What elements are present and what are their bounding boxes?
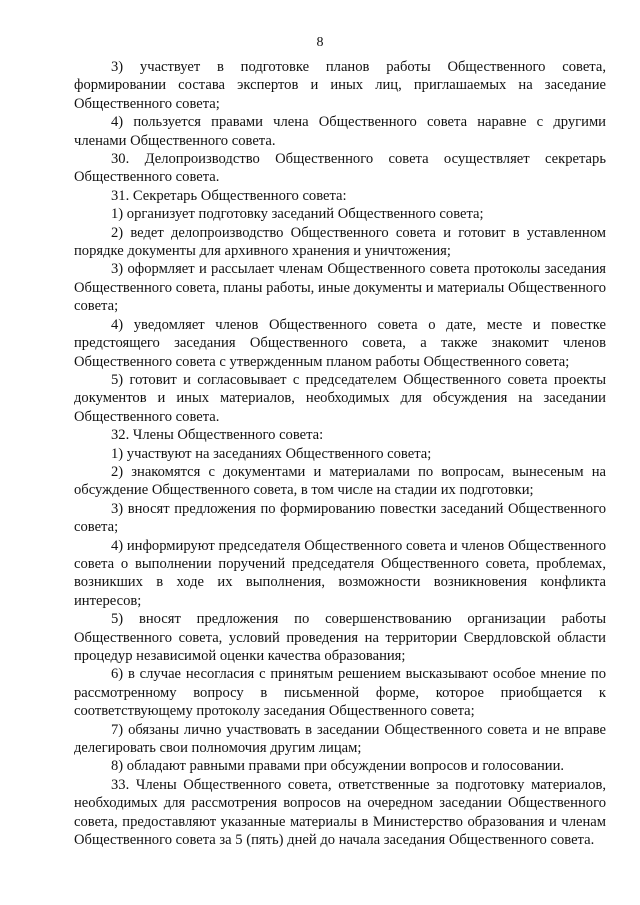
- clause-31-item-1: 1) организует подготовку заседаний Общественного совета;: [111, 206, 484, 223]
- clause-32-item-4: 4) информируют председателя Общественного совета и членов Общественного совета о выполнении поручений председателя Общественного совета, проблемах, возникших в ходе их выполнения, возможности возникновения конфликта интересов;: [74, 537, 606, 609]
- clause-32-heading: 32. Члены Общественного совета:: [111, 427, 324, 444]
- clause-32-item-1: 1) участвуют на заседаниях Общественного совета;: [111, 445, 432, 462]
- paragraph-3-4: 4) пользуется правами члена Общественного совета наравне с другими членами Общественного совета.: [74, 114, 606, 149]
- clause-31-heading: 31. Секретарь Общественного совета:: [111, 187, 347, 204]
- paragraph-3-3: 3) участвует в подготовке планов работы Общественного совета, формировании состава экспертов и иных лиц, приглашаемых на заседание Общественного совета;: [74, 59, 606, 112]
- clause-31-item-3: 3) оформляет и рассылает членам Общественного совета протоколы заседания Общественного совета, планы работы, иные документы и материалы Общественного совета;: [74, 261, 606, 315]
- clause-32-item-3: 3) вносят предложения по формированию повестки заседаний Общественного совета;: [74, 500, 606, 536]
- clause-32-item-6: 6) в случае несогласия с принятым решением высказывают особое мнение по рассмотренному вопросу в письменной форме, которое приобщается к соответствующему протоколу заседания Общественного совета;: [74, 666, 606, 720]
- clause-32-item-8: 8) обладают равными правами при обсуждении вопросов и голосовании.: [111, 758, 565, 775]
- clause-32-item-5: 5) вносят предложения по совершенствованию организации работы Общественного совета, условий проведения на территории Свердловской области процедур независимой оценки качества образования;: [74, 611, 606, 664]
- clause-32-item-7: 7) обязаны лично участвовать в заседании Общественного совета и не вправе делегировать свои полномочия другим лицам;: [74, 721, 606, 757]
- page-number: 8: [316, 35, 324, 50]
- clause-32-item-2: 2) знакомятся с документами и материалами по вопросам, вынесеным на обсуждение Общественного совета, в том числе на стадии их подготовки;: [74, 463, 606, 499]
- clause-31-item-5: 5) готовит и согласовывает с председателем Общественного совета проекты документов и иных материалов, необходимых для обсуждения на заседании Общественного совета.: [74, 371, 606, 425]
- clause-30: 30. Делопроизводство Общественного совета осуществляет секретарь Общественного совета.: [74, 151, 606, 186]
- clause-31-item-4: 4) уведомляет членов Общественного совета о дате, месте и повестке предстоящего заседания Общественного совета, а также знакомит членов Общественного совета с утвержденным планом работы Общественного совета;: [74, 316, 606, 370]
- clause-31-item-2: 2) ведет делопроизводство Общественного совета и готовит в уставленном порядке документы для архивного хранения и уничтожения;: [74, 224, 606, 260]
- document-body: [74, 58, 606, 849]
- clause-33: 33. Члены Общественного совета, ответственные за подготовку материалов, необходимых для рассмотрения вопросов на очередном заседании Общественного совета, предоставляют указанные материалы в Министерство образования и членам Общественного совета за 5 (пять) дней до начала заседания Общественного совета.: [74, 776, 606, 849]
